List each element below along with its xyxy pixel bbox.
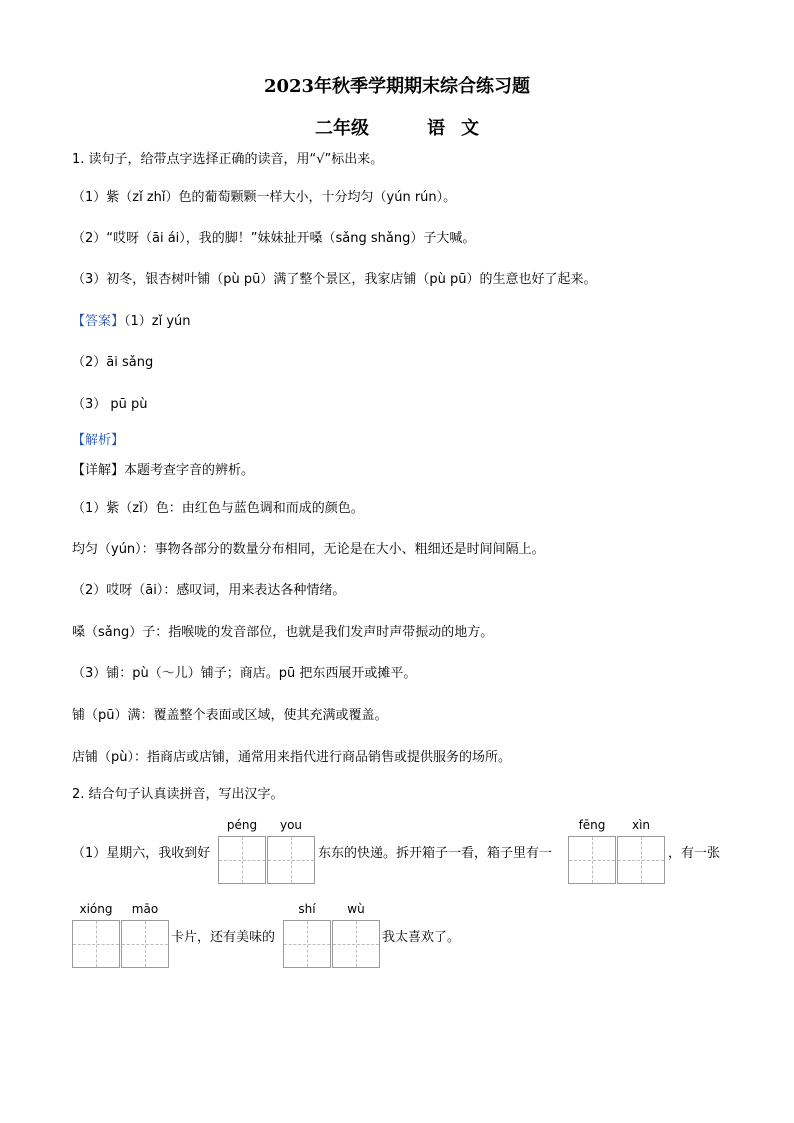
explanation-4: 嗓（sǎng）子：指喉咙的发音部位，也就是我们发声时声带振动的地方。 — [72, 625, 494, 640]
explanation-5: （3）铺：pù（～儿）铺子；商店。pū 把东西展开或摊平。 — [72, 666, 417, 681]
answer-2: （2）āi sǎng — [72, 355, 154, 370]
q2-row1-text-a: （1）星期六，我收到好 — [72, 846, 211, 861]
tian-grid-cell[interactable] — [121, 920, 169, 968]
q2-row2-text-b: 我太喜欢了。 — [382, 930, 461, 945]
q1-prompt: 1. 读句子，给带点字选择正确的读音，用“√”标出来。 — [72, 152, 384, 167]
explanation-7: 店铺（pù）：指商店或店铺，通常用来指代进行商品销售或提供服务的场所。 — [72, 750, 511, 765]
answer-label: 【答案】 — [72, 314, 125, 329]
q1-item-1: （1）紫（zǐ zhǐ）色的葡萄颗颗一样大小，十分均匀（yún rún）。 — [72, 190, 457, 205]
pinyin-label: māo — [131, 902, 159, 916]
pinyin-label: shí — [298, 902, 316, 916]
detail-intro: 本题考查字音的辨析。 — [124, 463, 255, 478]
q2-row1-text-b: 东东的快递。拆开箱子一看，箱子里有一 — [318, 846, 553, 861]
q2-row-2 — [72, 902, 492, 982]
analysis-label: 【解析】 — [72, 433, 125, 448]
explanation-6: 铺（pū）满：覆盖整个表面或区域，使其充满或覆盖。 — [72, 708, 388, 723]
subject-char-2: 文 — [461, 118, 479, 139]
tian-grid-cell[interactable] — [568, 836, 616, 884]
explanation-2: 均匀（yún）：事物各部分的数量分布相同，无论是在大小、粗细还是时间间隔上。 — [72, 542, 545, 557]
page-title: 2023年秋季学期期末综合练习题 — [263, 76, 531, 97]
answer-3: （3） pū pù — [72, 397, 148, 412]
q1-item-3: （3）初冬，银杏树叶铺（pù pū）满了整个景区，我家店铺（pù pū）的生意也好了起来。 — [72, 272, 597, 287]
tian-grid-cell[interactable] — [283, 920, 331, 968]
tian-grid-cell[interactable] — [218, 836, 266, 884]
answer-1: （1）zǐ yún — [124, 314, 191, 329]
q2-row2-text-a: 卡片，还有美味的 — [171, 930, 276, 945]
subject-char-1: 语 — [427, 118, 445, 139]
pinyin-label: fēng — [578, 818, 606, 832]
pinyin-label: wù — [347, 902, 365, 916]
q1-item-2: （2）“哎呀（āi ái），我的脚！”妹妹扯开嗓（sǎng shǎng）子大喊。 — [72, 231, 476, 246]
detail-label: 【详解】 — [72, 463, 125, 478]
pinyin-label: xìn — [631, 818, 651, 832]
q2-row1-text-c: ，有一张 — [668, 846, 721, 861]
q2-prompt: 2. 结合句子认真读拼音，写出汉字。 — [72, 787, 284, 802]
pinyin-label: you — [279, 818, 303, 832]
explanation-1: （1）紫（zǐ）色：由红色与蓝色调和而成的颜色。 — [72, 501, 364, 516]
tian-grid-cell[interactable] — [617, 836, 665, 884]
subtitle — [0, 114, 794, 140]
q2-row-1 — [72, 818, 732, 898]
pinyin-label: xióng — [79, 902, 113, 916]
grade-label: 二年级 — [315, 118, 369, 139]
tian-grid-cell[interactable] — [267, 836, 315, 884]
explanation-3: （2）哎呀（āi）：感叹词，用来表达各种情绪。 — [72, 583, 346, 598]
answer-row-1 — [72, 313, 191, 331]
pinyin-label: péng — [226, 818, 258, 832]
detail-row — [72, 462, 254, 480]
tian-grid-cell[interactable] — [72, 920, 120, 968]
tian-grid-cell[interactable] — [332, 920, 380, 968]
